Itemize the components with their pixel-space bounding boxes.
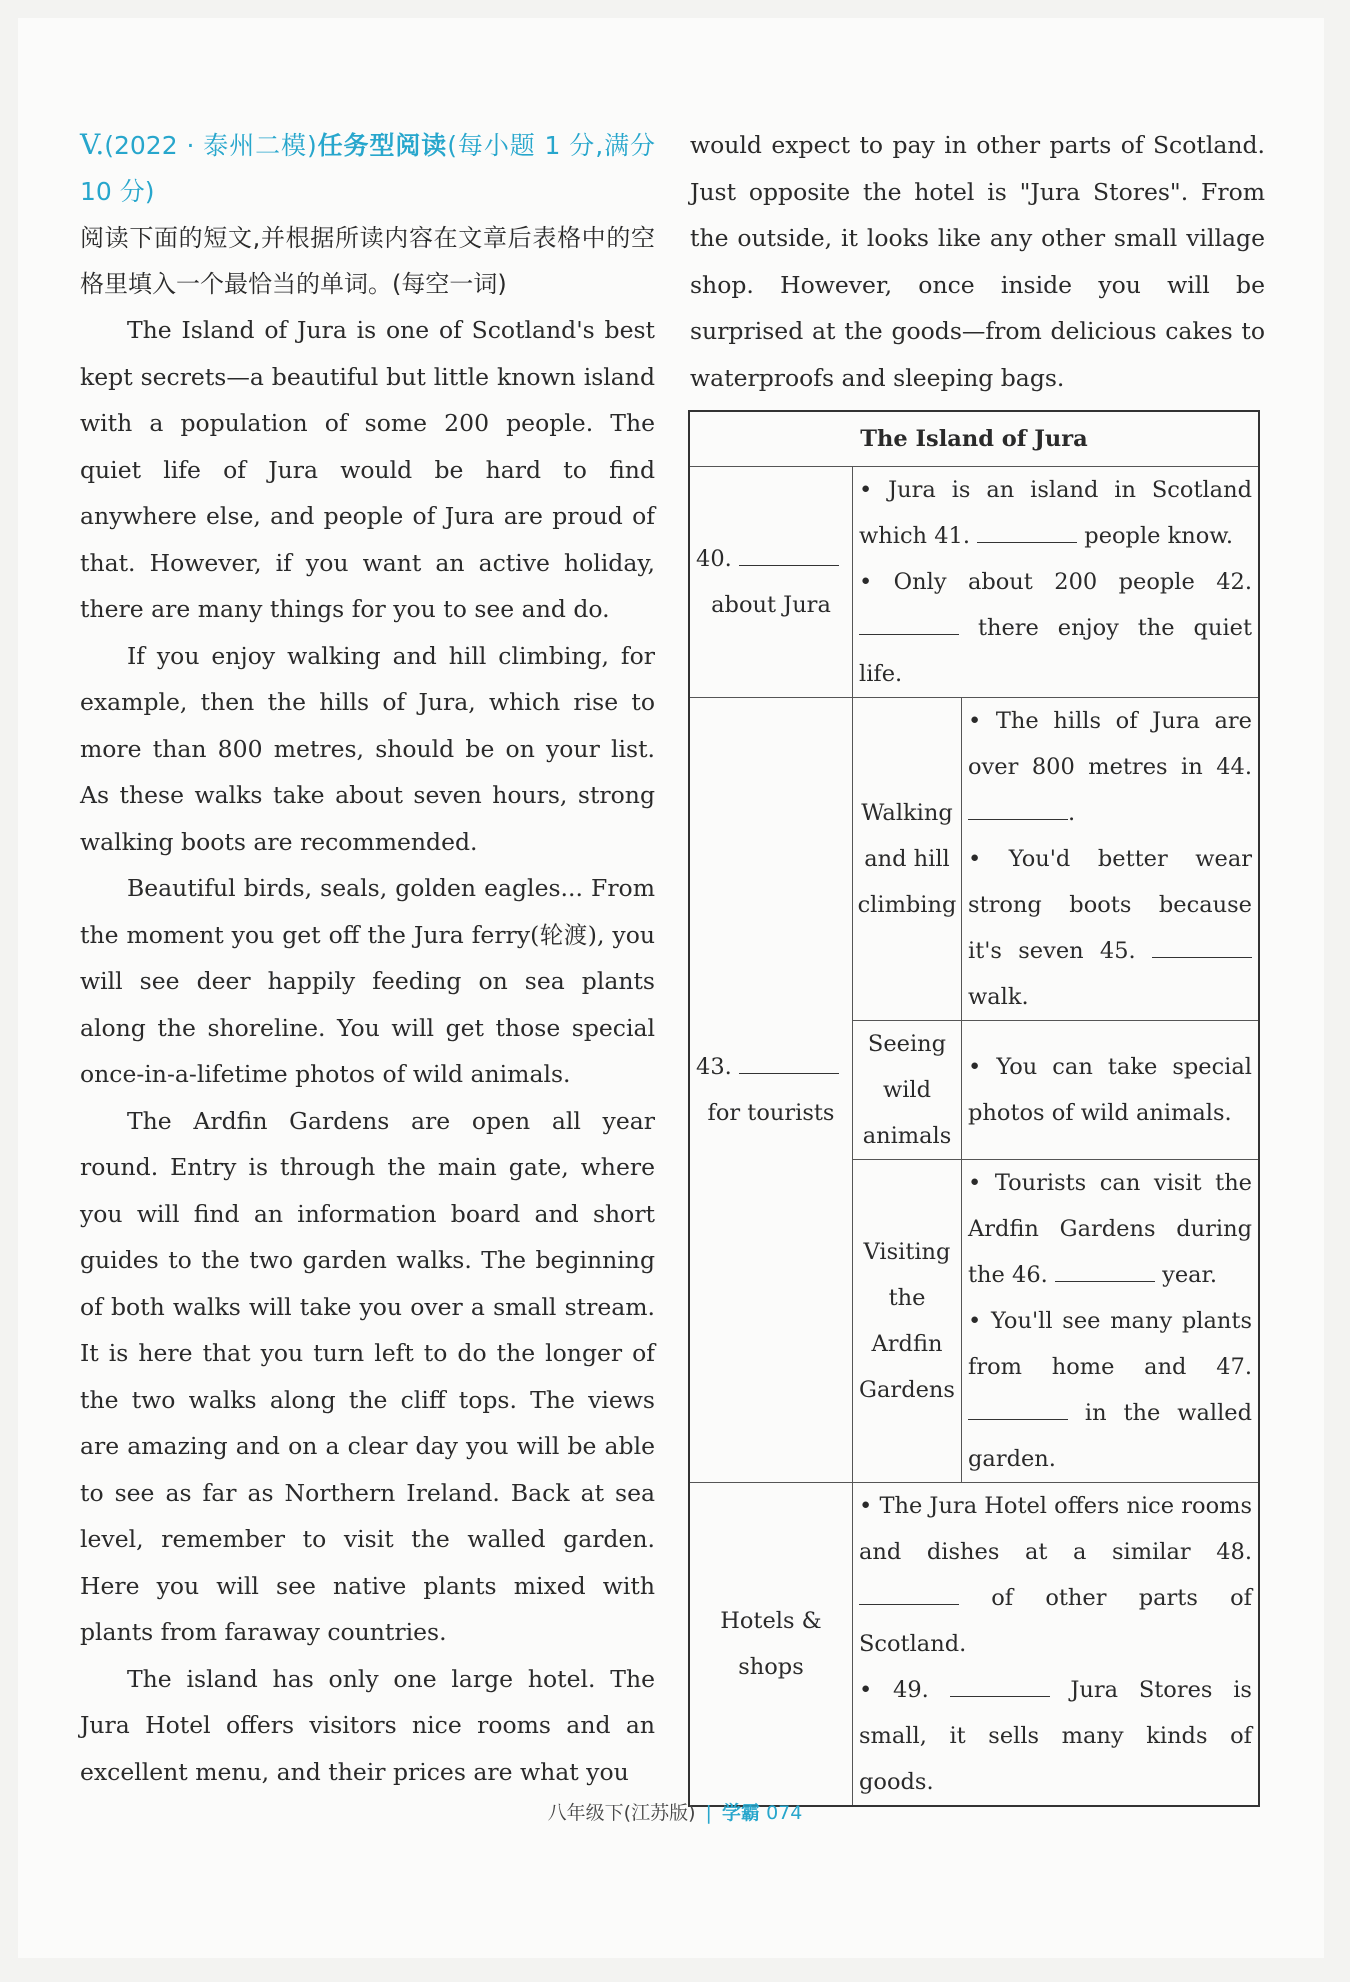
footer-separator: | (705, 1802, 712, 1824)
cell-about-content (853, 467, 1260, 698)
blank-48[interactable] (859, 1576, 959, 1605)
passage-paragraph-3: Beautiful birds, seals, golden eagles... From the moment you get off the Jura ferry(轮渡), you will see deer happily feeding on sea plants along the shoreline. You will get those special once-in-a-lifetime photos of wild animals. (80, 874, 655, 1088)
walking-label: Walking and hill climbing (853, 698, 962, 1021)
about-bullet-2-end: there enjoy the quiet life. (859, 615, 1252, 687)
animals-content: • You can take special photos of wild animals. (962, 1021, 1260, 1160)
gardens-bullet-2: • You'll see many plants from home and 47. (968, 1308, 1252, 1380)
section-score: (每小题 1 分,满分 10 分) (80, 131, 655, 206)
q43-label: for tourists (707, 1100, 835, 1126)
blank-43[interactable] (739, 1045, 839, 1074)
walking-bullet-2-end: walk. (968, 984, 1029, 1010)
walking-content (962, 698, 1260, 1021)
table-title: The Island of Jura (689, 411, 1259, 467)
page-footer (0, 1798, 1350, 1825)
about-bullet-2: • Only about 200 people 42. (859, 569, 1252, 595)
passage-paragraph-4: The Ardfin Gardens are open all year round. Entry is through the main gate, where you will find an information board and short guides to the two garden walks. The beginning of both walks will take you over a small stream. It is here that you turn left to do the longer of the two walks along the cliff tops. The views are amazing and on a clear day you will be able to see as far as Northern Ireland. Back at sea level, remember to visit the walled garden. Here you will see native plants mixed with plants from faraway countries. (80, 1106, 655, 1646)
q40-number: 40. (696, 546, 732, 572)
walking-bullet-1: • The hills of Jura are over 800 metres in 44. (968, 708, 1252, 780)
gardens-content (962, 1160, 1260, 1483)
animals-label: Seeing wild animals (853, 1021, 962, 1160)
passage-paragraph-1: The Island of Jura is one of Scotland's best kept secrets—a beautiful but little known island with a population of some 200 people. The quiet life of Jura would be hard to find anywhere else, and people of Jura are proud of that. However, if you want an active holiday, there are many things for you to see and do. (80, 316, 655, 623)
blank-41[interactable] (977, 514, 1077, 543)
q40-label: about Jura (711, 592, 831, 618)
section-heading (80, 122, 655, 215)
passage-paragraph-2: If you enjoy walking and hill climbing, for example, then the hills of Jura, which rise to more than 800 metres, should be on your list. As these walks take about seven hours, strong walking boots are recommended. (80, 641, 655, 856)
hotels-bullet-1-end: of other parts of Scotland. (859, 1585, 1252, 1657)
hotels-label: Hotels & shops (689, 1483, 853, 1807)
blank-40[interactable] (739, 537, 839, 566)
hotels-content (853, 1483, 1260, 1807)
passage-continued: would expect to pay in other parts of Scotland. Just opposite the hotel is "Jura Stores". From the outside, it looks like any other small village shop. However, once inside you will be surprised at the goods—from delicious cakes to waterproofs and sleeping bags. (690, 131, 1265, 392)
task-table (688, 410, 1260, 1807)
table-row-about (689, 467, 1259, 698)
left-column (80, 122, 655, 1795)
blank-42[interactable] (859, 606, 959, 635)
table-row-walking (689, 698, 1259, 1021)
blank-46[interactable] (1055, 1253, 1155, 1282)
hotels-bullet-2-end: Jura Stores is small, it sells many kinds of goods. (859, 1677, 1252, 1795)
blank-49[interactable] (950, 1668, 1050, 1697)
table-row-hotels (689, 1483, 1259, 1807)
gardens-bullet-2-end: in the walled garden. (968, 1400, 1253, 1472)
gardens-bullet-1: • Tourists can visit the Ardfin Gardens during the 46. (968, 1170, 1252, 1288)
hotels-bullet-1: • The Jura Hotel offers nice rooms and dishes at a similar 48. (859, 1493, 1252, 1565)
section-number: V. (80, 128, 105, 161)
q43-number: 43. (696, 1054, 732, 1080)
blank-44[interactable] (968, 791, 1068, 820)
walking-bullet-2: • You'd better wear strong boots because it's seven 45. (968, 846, 1252, 964)
blank-47[interactable] (968, 1391, 1068, 1420)
right-column (690, 122, 1265, 401)
footer-brand: 学霸 (722, 1802, 761, 1824)
footer-grade: 八年级下(江苏版) (547, 1802, 696, 1824)
about-bullet-1: • Jura is an island in Scotland which 41. (859, 477, 1252, 549)
section-type: 任务型阅读 (316, 131, 448, 160)
instructions: 阅读下面的短文,并根据所读内容在文章后表格中的空格里填入一个最恰当的单词。(每空一词) (80, 224, 655, 298)
page-number: 074 (766, 1802, 803, 1824)
section-source: (2022 · 泰州二模) (104, 131, 317, 160)
gardens-bullet-1-end: year. (1162, 1262, 1217, 1288)
cell-40 (689, 467, 853, 698)
passage-paragraph-5: The island has only one large hotel. The Jura Hotel offers visitors nice rooms and an excellent menu, and their prices are what you (80, 1664, 655, 1786)
about-bullet-1-end: people know. (1084, 523, 1234, 549)
blank-45[interactable] (1152, 929, 1252, 958)
gardens-label: Visiting the Ardfin Gardens (853, 1160, 962, 1483)
cell-43 (689, 698, 853, 1483)
walking-bullet-1-end: . (1068, 800, 1076, 826)
hotels-bullet-2: • 49. (859, 1677, 929, 1703)
